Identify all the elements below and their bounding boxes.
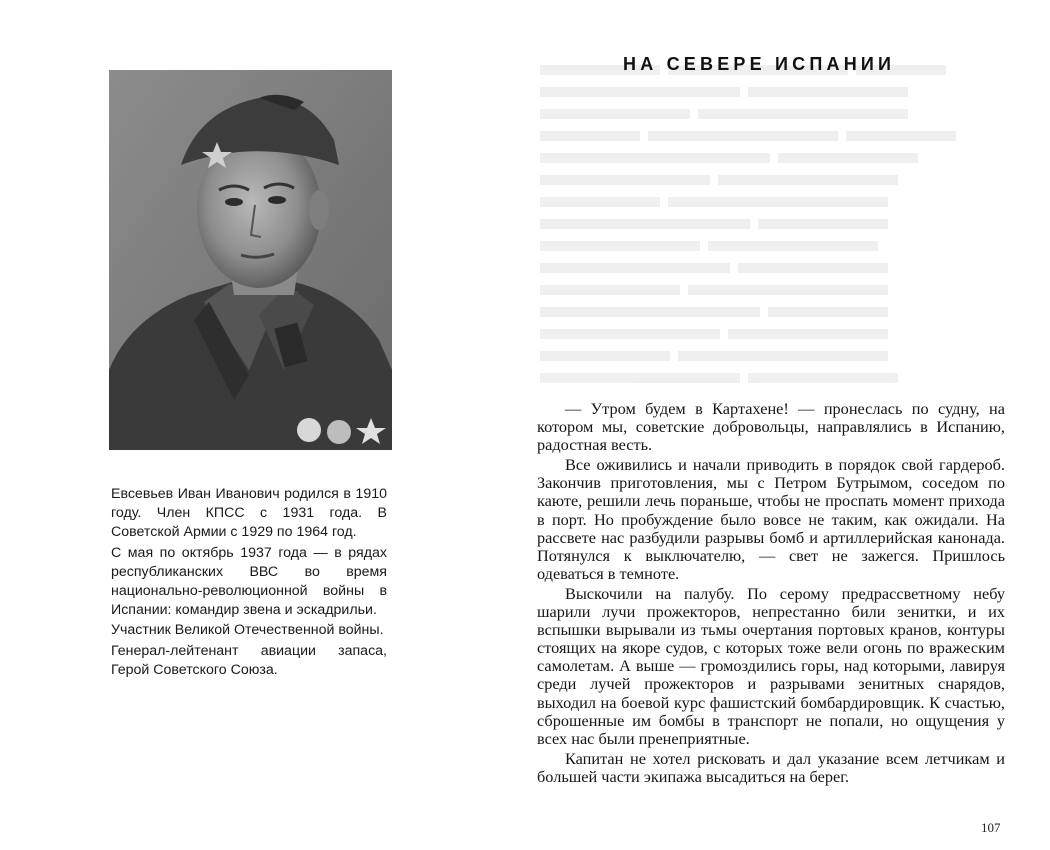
portrait-illustration xyxy=(109,70,392,450)
caption-paragraph: Евсевьев Иван Иванович родился в 1910 году. Член КПСС с 1931 года. В Советской Армии с 1929 по 1964 год. xyxy=(111,486,387,541)
chapter-body xyxy=(537,400,1005,788)
caption-paragraph: С мая по октябрь 1937 года — в рядах республиканских ВВС во время национально-революционной войны в Испании: командир звена и эскадрильи. xyxy=(111,544,387,619)
body-paragraph: Выскочили на палубу. По серому предрассветному небу шарили лучи прожекторов, непрестанно били зенитки, и их вспышки вырывали из тьмы очертания портовых кранов, контуры стоящих на якоре судов, с которых тоже вели огонь по вражеским самолетам. А выше — громоздились горы, над которыми, лавируя среди лучей прожекторов и разрывами зенитных снарядов, выходил на боевой курс фашистский бомбардировщик. К счастью, сброшенные им бомбы в транспорт не попали, но ощущения у всех нас были пренеприятные. xyxy=(537,583,1005,748)
biography-caption xyxy=(111,485,387,681)
body-paragraph: Все оживились и начали приводить в порядок свой гардероб. Закончив приготовления, мы с Петром Бутрымом, соседом по каюте, решили лечь пораньше, чтобы не проспать момент прихода в порт. Но пробуждение было вовсе не таким, как ожидали. На рассвете нас разбудили разрывы бомб и артиллерийская канонада. Потянулся к выключателю, — свет не зажегся. Пришлось одеваться в темноте. xyxy=(537,455,1005,583)
caption-paragraph: Участник Великой Отечественной войны. xyxy=(111,622,384,639)
portrait-photo xyxy=(109,70,392,450)
page-number: 107 xyxy=(981,820,1001,835)
body-paragraph: — Утром будем в Картахене! — пронеслась по судну, на котором мы, советские добровольцы, направлялись в Испанию, радостная весть. xyxy=(537,399,1005,455)
body-paragraph: Капитан не хотел рисковать и дал указание всем летчикам и большей части экипажа высадиться на берег. xyxy=(537,748,1005,786)
chapter-title: НА СЕВЕРЕ ИСПАНИИ xyxy=(623,54,896,74)
caption-paragraph: Генерал-лейтенант авиации запаса, Герой Советского Союза. xyxy=(111,642,387,678)
